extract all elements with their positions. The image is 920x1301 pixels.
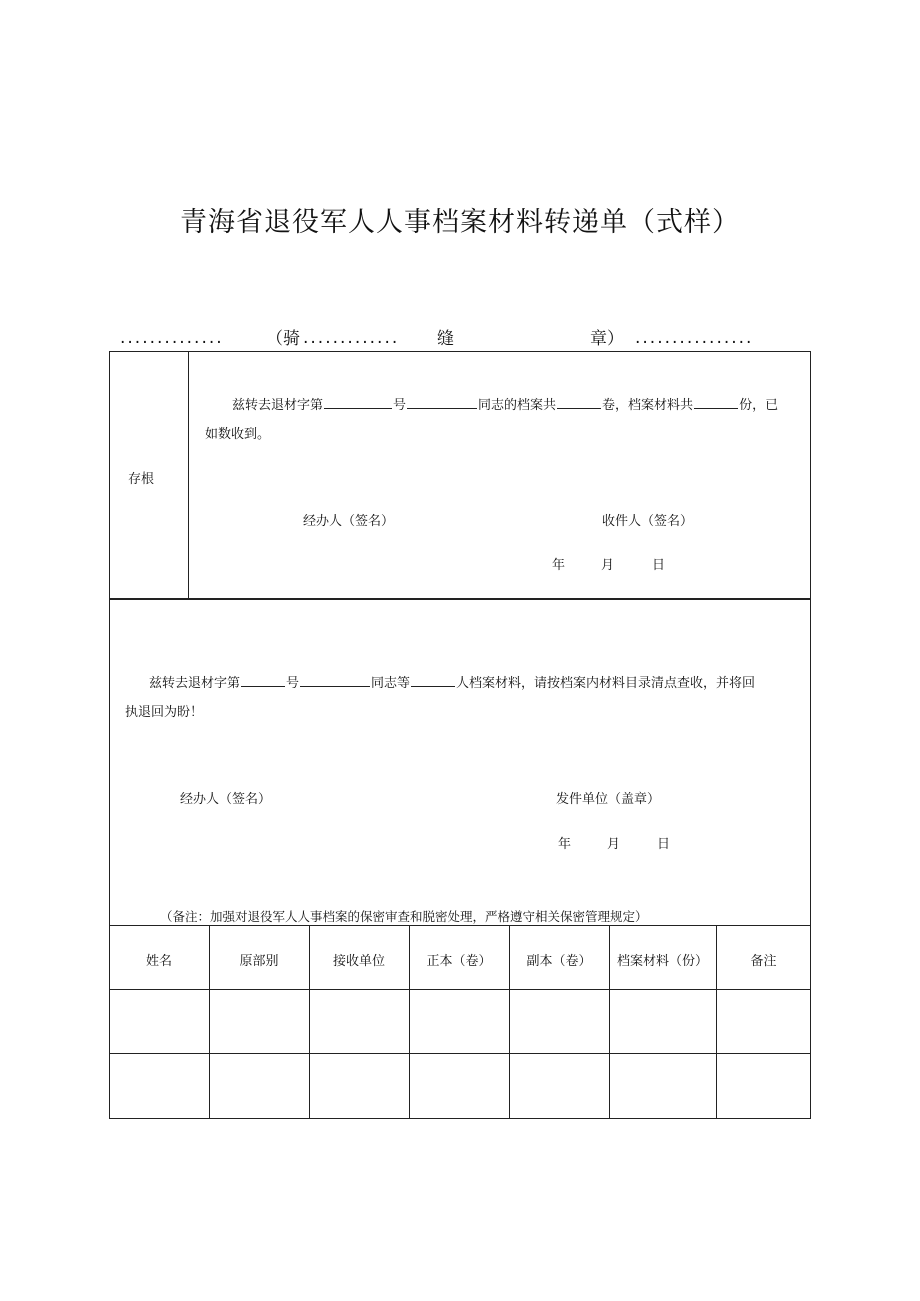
stub-blank-name[interactable] [407, 398, 477, 409]
seal-seam-line [120, 324, 800, 348]
stub-text-a: 兹转去退材字第 [232, 398, 324, 413]
main-text-b: 号 [286, 676, 300, 691]
stub-text-b: 号 [393, 398, 407, 413]
main-date-year: 年 [558, 837, 572, 852]
table-header-name: 姓名 [145, 954, 172, 969]
seam-open-text: （骑 [266, 329, 300, 349]
table-top-border [109, 925, 811, 926]
table-row-border [109, 1053, 811, 1054]
stub-text-d: 卷，档案材料共 [602, 398, 694, 413]
table-header-copy-volumes: 副本（卷） [526, 954, 592, 969]
main-text-c: 同志等 [371, 676, 411, 691]
main-blank-count[interactable] [411, 676, 455, 687]
stub-blank-volumes[interactable] [557, 398, 601, 409]
main-line-1 [149, 672, 755, 691]
stub-date-month: 月 [601, 558, 615, 573]
stub-label: 存根 [128, 472, 155, 487]
main-handler-signature: 经办人（签名） [180, 792, 272, 807]
table-header-materials: 档案材料（份） [616, 954, 708, 969]
stub-receiver-signature: 收件人（签名） [602, 514, 694, 529]
main-line-2: 执退回为盼！ [125, 705, 204, 720]
table-header-remarks: 备注 [750, 954, 777, 969]
seam-dots-mid: ............. [303, 328, 400, 348]
table-header-original-unit: 原部别 [239, 954, 279, 969]
stub-handler-signature: 经办人（签名） [303, 514, 395, 529]
stub-line-1 [232, 394, 778, 413]
stub-line-2: 如数收到。 [205, 427, 271, 442]
stub-blank-number[interactable] [324, 398, 392, 409]
seam-zhang-text: 章） [590, 329, 624, 349]
main-sender-seal: 发件单位（盖章） [556, 792, 661, 807]
main-date-day: 日 [657, 837, 671, 852]
stub-date-day: 日 [652, 558, 666, 573]
stub-text-c: 同志的档案共 [478, 398, 557, 413]
main-text-a: 兹转去退材字第 [149, 676, 241, 691]
page-title: 青海省退役军人人事档案材料转递单（式样） [180, 207, 740, 238]
stub-text-e: 份，已 [739, 398, 779, 413]
main-blank-name[interactable] [300, 676, 370, 687]
main-date-month: 月 [607, 837, 621, 852]
stub-date-year: 年 [552, 558, 566, 573]
stub-blank-pieces[interactable] [694, 398, 738, 409]
stub-divider [188, 351, 189, 599]
main-blank-number[interactable] [241, 676, 285, 687]
confidentiality-note: （备注：加强对退役军人人事档案的保密审查和脱密处理，严格遵守相关保密管理规定） [160, 909, 648, 924]
stub-section [109, 351, 811, 599]
table-row-border [109, 989, 811, 990]
main-text-d: 人档案材料，请按档案内材料目录清点查收，并将回 [456, 676, 756, 691]
table-header-receiving-unit: 接收单位 [332, 954, 385, 969]
seam-dots-left: .............. [120, 328, 224, 348]
seam-dots-right: ................ [635, 328, 754, 348]
seam-feng-text: 缝 [437, 329, 454, 349]
table-header-original-volumes: 正本（卷） [426, 954, 492, 969]
